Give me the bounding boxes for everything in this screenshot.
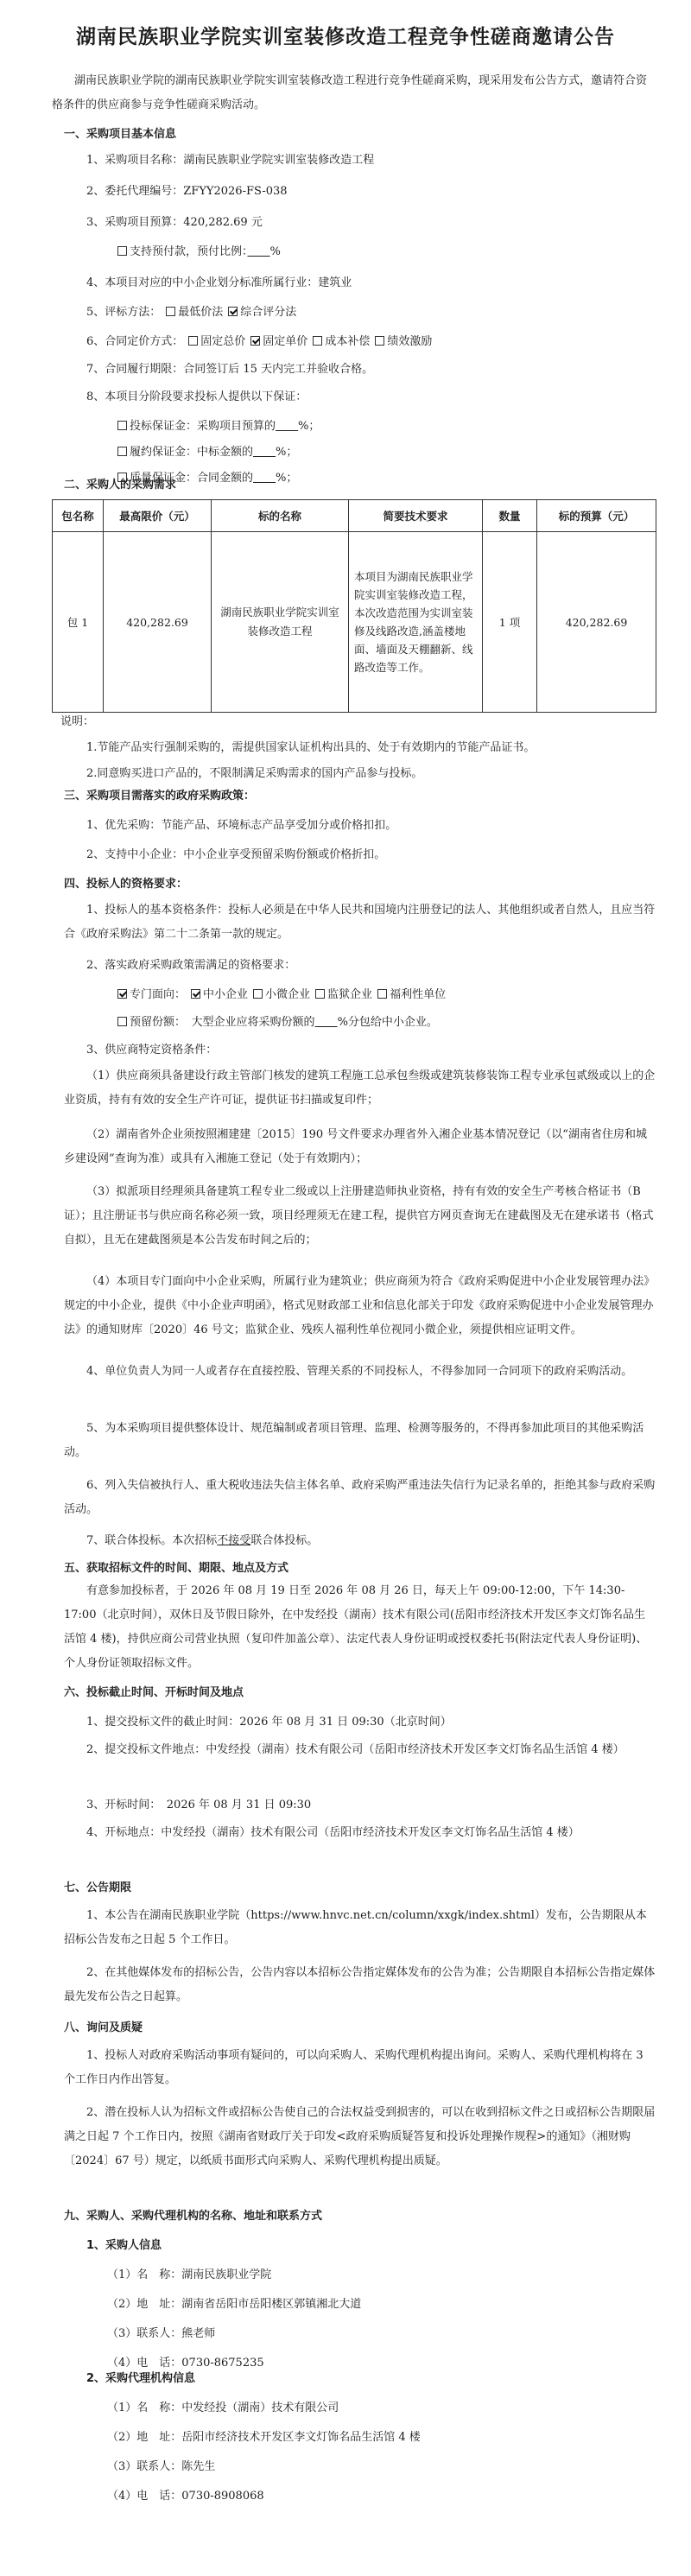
pricing-method: 6、合同定价方式： 固定总价 固定单价 成本补偿 绩效激励 [86, 335, 433, 348]
table-row [53, 532, 656, 713]
purchaser-name: （1）名 称：湖南民族职业学院 [107, 2268, 272, 2281]
industry-standard: 4、本项目对应的中小企业划分标准所属行业：建筑业 [86, 276, 352, 289]
inquiry-2: 2、潜在投标人认为招标文件或招标公告使自己的合法权益受到损害的，可以在收到招标文件之日或招标公告期限届满之日起 7 个工作日内，按照《湖南省财政厅关于印发<政府采购质疑答复和投诉处理操作规程>的通知》（湘财购〔2024〕67 号）规定，以纸质书面形式向采购人、采购代理机构提出质疑。 [64, 2106, 656, 2167]
condition-1: （1）供应商须具备建设行政主管部门核发的建筑工程施工总承包叁级或建筑装修装饰工程专业承包贰级或以上的企业资质，持有有效的安全生产许可证，提供证书扫描或复印件； [64, 1069, 656, 1107]
reserved-share-checkbox[interactable] [117, 1017, 127, 1026]
col-header-item-name: 标的名称 [212, 500, 349, 532]
section-2-heading: 二、采购人的采购需求 [64, 479, 177, 492]
notice-period-2: 2、在其他媒体发布的招标公告，公告内容以本招标公告指定媒体发布的公告为准；公告期限自本招标公告指定媒体最先发布公告之日起算。 [64, 1966, 656, 2003]
col-header-max-price: 最高限价（元） [104, 500, 212, 532]
col-header-tech: 简要技术要求 [349, 500, 483, 532]
opening-time: 3、开标时间： 2026 年 08 月 31 日 09:30 [86, 1799, 312, 1811]
purchaser-address: （2）地 址：湖南省岳阳市岳阳楼区郭镇湘北大道 [107, 2298, 362, 2311]
col-header-package: 包名称 [53, 500, 104, 532]
condition-4: （4）本项目专门面向中小企业采购，所属行业为建筑业；供应商须为符合《政府采购促进中小企业发展管理办法》规定的中小企业，提供《中小企业声明函》，格式见财政部工业和信息化部关于印发《政府采购促进中小企业发展管理办法》的通知财库〔2020〕46 号文；监狱企业、残疾人福利性单位视同小微企业，须提供相应证明文件。 [64, 1275, 656, 1336]
fixed-total-checkbox[interactable] [188, 336, 198, 346]
agency-info-heading: 2、采购代理机构信息 [86, 2372, 196, 2385]
qualification-2: 2、落实政府采购政策需满足的资格要求： [86, 959, 296, 972]
qualification-3: 3、供应商特定资格条件： [86, 1044, 218, 1056]
purchaser-contact: （3）联系人：熊老师 [107, 2327, 216, 2340]
prepayment-checkbox[interactable] [117, 246, 127, 256]
note-title: 说明： [60, 715, 95, 728]
condition-2: （2）湖南省外企业须按照湘建建〔2015〕190 号文件要求办理省外入湘企业基本情况登记（以“湖南省住房和城乡建设网”查询为准）或具有入湘施工登记（处于有效期内）； [64, 1128, 647, 1165]
section-5-heading: 五、获取招标文件的时间、期限、地点及方式 [64, 1562, 289, 1575]
prepayment-option: 支持预付款，预付比例： % [112, 244, 281, 261]
section-6-heading: 六、投标截止时间、开标时间及地点 [64, 1686, 244, 1699]
section-9-heading: 九、采购人、采购代理机构的名称、地址和联系方式 [64, 2210, 323, 2223]
note-2: 2.同意购买进口产品的，不限制满足采购需求的国内产品参与投标。 [86, 767, 423, 780]
performance-bond: 履约保证金：中标金额的 %； [112, 444, 297, 461]
micro-checkbox[interactable] [253, 989, 263, 999]
agency-address: （2）地 址：岳阳市经济技术开发区李文灯饰名品生活馆 4 楼 [107, 2431, 421, 2444]
opening-place: 4、开标地点：中发经投（湖南）技术有限公司（岳阳市经济技术开发区李文灯饰名品生活馆 4 楼） [86, 1826, 580, 1839]
reserved-share: 预留份额： 大型企业应将采购份额的 %分包给中小企业。 [112, 1014, 438, 1031]
cell-package: 包 1 [53, 532, 104, 713]
guarantee-requirement: 8、本项目分阶段要求投标人提供以下保证： [86, 390, 307, 403]
performance-incentive-checkbox[interactable] [375, 336, 384, 346]
performance-bond-checkbox[interactable] [117, 447, 127, 456]
col-header-budget: 标的预算（元） [537, 500, 656, 532]
bid-bond: 投标保证金：采购项目预算的 %； [112, 418, 320, 435]
project-budget: 3、采购项目预算：420,282.69 元 [86, 216, 263, 229]
condition-3: （3）拟派项目经理须具备建筑工程专业二级或以上注册建造师执业资格，持有有效的安全生产考核合格证书（B证）；且注册证书与供应商名称必须一致，项目经理须无在建工程，提供官方网页查询无在建截图及无在建承诺书（格式自拟），且无在建截图须是本公告发布时间之后的； [64, 1185, 654, 1247]
notice-period-1: 1、本公告在湖南民族职业学院（https://www.hnvc.net.cn/column/xxgk/index.shtml）发布，公告期限从本招标公告发布之日起 5 个工作日。 [64, 1909, 647, 1946]
table-header-row [53, 500, 656, 532]
qualification-5: 5、为本采购项目提供整体设计、规范编制或者项目管理、监理、检测等服务的，不得再参加此项目的其他采购活动。 [64, 1422, 644, 1459]
agency-name: （1）名 称：中发经投（湖南）技术有限公司 [107, 2402, 339, 2414]
purchaser-phone: （4）电 话：0730-8675235 [107, 2357, 264, 2370]
section-8-heading: 八、询问及质疑 [64, 2021, 143, 2034]
note-1: 1.节能产品实行强制采购的，需提供国家认证机构出具的、处于有效期内的节能产品证书。 [86, 741, 536, 754]
agency-contact: （3）联系人：陈先生 [107, 2460, 216, 2473]
qualification-4: 4、单位负责人为同一人或者存在直接控股、管理关系的不同投标人，不得参加同一合同项下的政府采购活动。 [86, 1365, 633, 1378]
purchaser-info-heading: 1、采购人信息 [86, 2239, 162, 2252]
prison-checkbox[interactable] [315, 989, 325, 999]
section-7-heading: 七、公告期限 [64, 1881, 132, 1894]
submission-place: 2、提交投标文件地点：中发经投（湖南）技术有限公司（岳阳市经济技术开发区李文灯饰名品生活馆 4 楼） [86, 1743, 624, 1756]
quality-bond: 质量保证金：合同金额的 %； [112, 470, 297, 487]
cell-max-price: 420,282.69 [104, 532, 212, 713]
evaluation-method: 5、评标方法： 最低价法 综合评分法 [86, 306, 297, 319]
qualification-7: 7、联合体投标。本次招标不接受联合体投标。 [86, 1534, 319, 1547]
section-3-heading: 三、采购项目需落实的政府采购政策： [64, 790, 256, 803]
col-header-qty: 数量 [483, 500, 537, 532]
contract-period: 7、合同履行期限：合同签订后 15 天内完工并验收合格。 [86, 363, 374, 376]
policy-2: 2、支持中小企业：中小企业享受预留采购份额或价格折扣。 [86, 848, 386, 861]
section-1-heading: 一、采购项目基本信息 [64, 128, 177, 141]
fixed-unit-checkbox[interactable] [250, 336, 260, 346]
acquire-docs-text: 有意参加投标者，于 2026 年 08 月 19 日至 2026 年 08 月 26 日，每天上午 09:00-12:00，下午 14:30-17:00（北京时间），双休日及节假日除外，在中发经投（湖南）技术有限公司(岳阳市经济技术开发区李文灯饰名品生活馆 4 楼)，持供应商公司营业执照（复印件加盖公章）、法定代表人身份证明或授权委托书(附法定代表人身份证明)、个人身份证领取招标文件。 [64, 1584, 648, 1670]
section-4-heading: 四、投标人的资格要求： [64, 878, 188, 891]
project-name: 1、采购项目名称：湖南民族职业学院实训室装修改造工程 [86, 154, 375, 167]
dedicated-checkbox[interactable] [117, 989, 127, 999]
comprehensive-score-checkbox[interactable] [228, 307, 238, 316]
cell-qty: 1 项 [483, 532, 537, 713]
qualification-1: 1、投标人的基本资格条件：投标人必须是在中华人民共和国境内注册登记的法人、其他组织或者自然人，且应当符合《政府采购法》第二十二条第一款的规定。 [64, 904, 656, 941]
agency-number: 2、委托代理编号：ZFYY2026-FS-038 [86, 185, 288, 198]
agency-phone: （4）电 话：0730-8908068 [107, 2490, 264, 2503]
qualification-6: 6、列入失信被执行人、重大税收违法失信主体名单、政府采购严重违法失信行为记录名单的，拒绝其参与政府采购活动。 [64, 1479, 656, 1516]
requirements-table [52, 499, 656, 713]
welfare-checkbox[interactable] [377, 989, 387, 999]
cost-compensation-checkbox[interactable] [313, 336, 322, 346]
dedicated-options: 专门面向： 中小企业 小微企业 监狱企业 福利性单位 [112, 987, 446, 1004]
cell-tech: 本项目为湖南民族职业学院实训室装修改造工程，本次改造范围为实训室装修及线路改造,涵盖楼地面、墙面及天棚翻新、线路改造等工作。 [349, 532, 483, 713]
intro-paragraph: 湖南民族职业学院的湖南民族职业学院实训室装修改造工程进行竞争性磋商采购，现采用发布公告方式，邀请符合资格条件的供应商参与竞争性磋商采购活动。 [52, 74, 648, 111]
inquiry-1: 1、投标人对政府采购活动事项有疑问的，可以向采购人、采购代理机构提出询问。采购人、采购代理机构将在 3 个工作日内作出答复。 [64, 2049, 643, 2086]
sme-checkbox[interactable] [191, 989, 200, 999]
lowest-price-checkbox[interactable] [166, 307, 175, 316]
deadline: 1、提交投标文件的截止时间：2026 年 08 月 31 日 09:30（北京时间） [86, 1716, 452, 1729]
bid-bond-checkbox[interactable] [117, 421, 127, 430]
policy-1: 1、优先采购：节能产品、环境标志产品享受加分或价格扣扣。 [86, 819, 397, 832]
cell-item-name: 湖南民族职业学院实训室装修改造工程 [212, 532, 349, 713]
cell-budget: 420,282.69 [537, 532, 656, 713]
page-title: 湖南民族职业学院实训室装修改造工程竞争性磋商邀请公告 [76, 26, 615, 48]
